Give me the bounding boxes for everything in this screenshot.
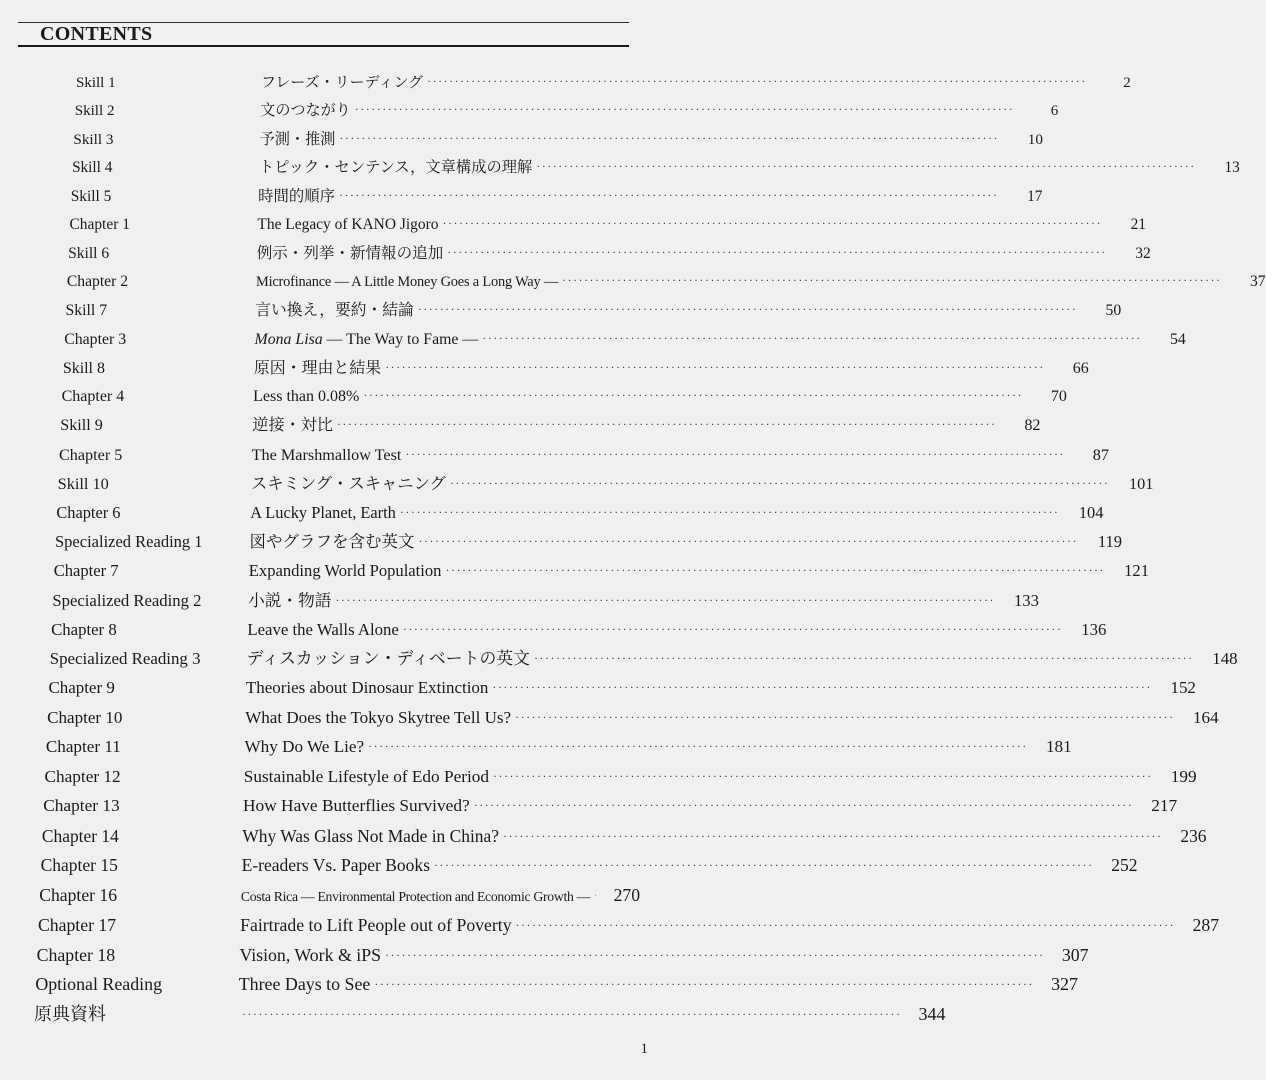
toc-row <box>0 558 1149 584</box>
toc-entry-title: フレーズ・リーディング <box>261 75 424 91</box>
toc-entry-title: The Marshmallow Test <box>251 446 402 465</box>
toc-section-label: Skill 5 <box>70 187 112 205</box>
toc-entry <box>238 971 1078 999</box>
toc-page-number: 152 <box>1170 678 1196 698</box>
toc-section-label: Chapter 16 <box>39 885 118 905</box>
toc-row <box>0 646 1238 672</box>
toc-entry-title: Why Was Glass Not Made in China? <box>242 825 499 846</box>
toc-page-number: 344 <box>918 1004 946 1025</box>
toc-entry-title: 図やグラフを含む英文 <box>249 532 415 552</box>
dot-leader: ························································································································ <box>335 592 995 607</box>
toc-page-number: 10 <box>1027 130 1043 148</box>
toc-entry <box>253 384 1067 410</box>
toc-entry-title: Less than 0.08% <box>253 388 360 406</box>
toc-section-label: Specialized Reading 2 <box>52 590 202 610</box>
toc-entry-title: The Legacy of KANO Jigoro <box>257 216 439 234</box>
toc-page-number: 66 <box>1072 359 1089 377</box>
dot-leader: ························································································································ <box>402 621 1063 636</box>
toc-section-label: Skill 10 <box>57 474 109 494</box>
dot-leader: ························································································································ <box>536 159 1196 174</box>
toc-entry <box>243 764 1197 791</box>
dot-leader: ························································································································ <box>447 244 1107 259</box>
toc-row <box>0 793 1178 819</box>
toc-section-label: Chapter 7 <box>53 561 119 581</box>
toc-section-label: Chapter 6 <box>56 503 121 523</box>
toc-row <box>0 184 1043 210</box>
toc-entry-title: 時間的順序 <box>258 187 335 205</box>
toc-entry-title: Vision, Work & iPS <box>239 944 381 965</box>
toc-page-number: 119 <box>1097 532 1123 552</box>
dot-leader: ························································································································ <box>354 102 1015 117</box>
toc-section-label: Chapter 1 <box>69 216 130 234</box>
toc-page-number: 13 <box>1224 159 1240 177</box>
toc-section-label: Chapter 18 <box>36 944 116 965</box>
dot-leader: ························································································································ <box>242 1007 902 1022</box>
toc-page-number: 133 <box>1013 590 1039 610</box>
toc-section-label: Optional Reading <box>35 974 163 995</box>
dot-leader: ························································································································ <box>339 130 999 145</box>
toc-entry-title: How Have Butterflies Survived? <box>243 796 470 816</box>
toc-entry-title: スキミング・スキャニング <box>250 474 446 494</box>
toc-entry <box>248 558 1149 585</box>
toc-row <box>0 764 1197 790</box>
toc-entry <box>259 127 1043 153</box>
toc-entry-title: Why Do We Lie? <box>244 737 365 757</box>
dot-leader: ························································································································ <box>562 273 1222 288</box>
toc-row <box>0 823 1207 849</box>
toc-page-number: 101 <box>1128 474 1154 494</box>
toc-page-number: 82 <box>1024 417 1041 435</box>
toc-page-number: 54 <box>1169 330 1186 348</box>
toc-entry-title: 原因・理由と結果 <box>253 359 382 377</box>
toc-section-label: Chapter 8 <box>51 619 117 639</box>
dot-leader: ························································································································ <box>374 977 1034 992</box>
toc-section-label: Chapter 10 <box>47 707 123 727</box>
dot-leader: ························································································································ <box>368 739 1028 754</box>
toc-section-label: Chapter 5 <box>58 446 123 465</box>
toc-row <box>0 942 1089 968</box>
toc-row <box>0 852 1138 878</box>
toc-entry <box>241 882 640 910</box>
toc-row <box>0 734 1072 760</box>
toc-entry-title: 言い換え，要約・結論 <box>255 302 414 319</box>
toc-entry <box>251 442 1109 469</box>
toc-section-label: Skill 4 <box>72 159 113 177</box>
toc-entry-title: Mona Lisa — The Way to Fame — <box>254 330 479 348</box>
toc-row <box>0 705 1219 731</box>
toc-row <box>0 155 1240 181</box>
toc-row <box>0 442 1109 468</box>
dot-leader: ························································································································ <box>338 187 999 202</box>
toc-section-label: Specialized Reading 3 <box>49 649 201 668</box>
toc-row <box>0 617 1107 643</box>
dot-leader: ························································································································ <box>405 447 1065 462</box>
toc-entry <box>249 529 1123 556</box>
dot-leader: ························································································································ <box>417 302 1078 316</box>
page-number: 1 <box>640 1041 648 1057</box>
toc-entry <box>250 500 1104 527</box>
toc-entry <box>257 212 1147 238</box>
toc-page-number: 2 <box>1123 75 1131 91</box>
toc-row <box>0 98 1059 124</box>
toc-entry-title: Sustainable Lifestyle of Edo Period <box>243 766 490 786</box>
toc-page-number: 21 <box>1130 216 1147 234</box>
toc-entry <box>242 823 1207 851</box>
dot-leader: ························································································································ <box>534 651 1194 665</box>
toc-row <box>0 1001 946 1027</box>
toc-entry-title: A Lucky Planet, Earth <box>250 503 396 523</box>
toc-section-label: Chapter 11 <box>45 737 121 757</box>
toc-page-number: 148 <box>1212 649 1238 668</box>
dot-leader: ························································································································ <box>502 828 1163 843</box>
dot-leader: ························································································································ <box>449 476 1110 491</box>
toc-section-label: Chapter 3 <box>64 330 127 348</box>
toc-page-number: 136 <box>1081 619 1107 639</box>
dot-leader: ························································································································ <box>336 417 997 432</box>
dot-leader: ························································································································ <box>385 359 1045 374</box>
toc-section-label: Chapter 17 <box>37 914 117 935</box>
toc-section-label: Skill 3 <box>73 130 114 148</box>
toc-row <box>0 384 1067 410</box>
toc-entry-title: Leave the Walls Alone <box>247 619 399 639</box>
toc-entry <box>258 184 1043 210</box>
toc-row <box>0 912 1220 938</box>
toc-page-number: 252 <box>1111 855 1138 876</box>
toc-row <box>0 212 1147 238</box>
toc-page-number: 104 <box>1078 503 1104 523</box>
toc-entry <box>241 852 1138 880</box>
dot-leader: ························································································································ <box>493 768 1153 783</box>
toc-entry-title: Three Days to See <box>238 974 371 995</box>
dot-leader: ························································································································ <box>445 563 1105 578</box>
toc-section-label: Chapter 15 <box>40 855 118 876</box>
dot-leader: ························································································································ <box>434 858 1094 873</box>
toc-row <box>0 127 1043 153</box>
toc-page-number: 17 <box>1027 187 1043 205</box>
dot-leader: ························································································································ <box>515 709 1175 724</box>
toc-entry-title: 文のつながり <box>260 103 351 120</box>
toc-entry <box>252 413 1041 439</box>
toc-entry <box>256 241 1151 267</box>
toc-row <box>0 356 1089 382</box>
toc-page-number: 121 <box>1124 561 1149 581</box>
toc-row <box>0 529 1123 555</box>
toc-page-number: 32 <box>1135 244 1151 262</box>
toc-entry <box>248 588 1039 615</box>
toc-entry-title: What Does the Tokyo Skytree Tell Us? <box>245 707 512 727</box>
toc-entry <box>254 327 1186 353</box>
toc-entry-title: 予測・推測 <box>259 130 336 148</box>
dot-leader: ························································································································ <box>418 534 1079 549</box>
toc-row <box>0 471 1154 497</box>
dot-leader: ························································································································ <box>363 388 1023 403</box>
toc-entry <box>255 298 1122 324</box>
toc-entry <box>239 942 1089 970</box>
toc-page-number: 327 <box>1051 974 1078 995</box>
toc-entry <box>245 675 1196 702</box>
toc-section-label: Chapter 4 <box>61 388 125 406</box>
toc-section-label: Skill 6 <box>68 244 110 262</box>
toc-entry-title: Microfinance — A Little Money Goes a Long Way — <box>255 274 559 291</box>
toc-page-number: 287 <box>1192 914 1220 935</box>
dot-leader <box>594 882 596 908</box>
toc-entry <box>244 734 1072 761</box>
toc-page-number: 164 <box>1193 707 1219 727</box>
toc-row <box>0 413 1041 439</box>
toc-entry <box>245 705 1219 732</box>
toc-entry-title: Fairtrade to Lift People out of Poverty <box>240 914 512 935</box>
toc-entry-title: トピック・センテンス，文章構成の理解 <box>258 159 533 177</box>
toc-entry-title: 逆接・対比 <box>252 417 333 435</box>
toc-entry <box>247 617 1107 644</box>
toc-page-number: 37 <box>1249 273 1266 291</box>
toc-page-number: 70 <box>1050 388 1067 406</box>
dot-leader: ························································································································ <box>492 680 1152 695</box>
toc-row <box>0 327 1186 353</box>
toc-page-number: 236 <box>1180 825 1207 846</box>
toc-section-label: Chapter 13 <box>43 796 120 816</box>
toc-row <box>0 500 1104 526</box>
toc-section-label: Specialized Reading 1 <box>55 532 203 552</box>
toc-entry-title: ディスカッション・ディベートの英文 <box>246 649 531 668</box>
toc-page-number: 181 <box>1045 737 1072 757</box>
toc-entry-title: Costa Rica — Environmental Protection and Economic Growth — <box>240 889 591 904</box>
toc-entry <box>261 70 1131 96</box>
toc-page-number: 199 <box>1170 766 1197 786</box>
page-title: CONTENTS <box>40 23 153 45</box>
toc-section-label: Skill 1 <box>76 75 116 91</box>
toc-row <box>0 70 1131 96</box>
toc-entry <box>246 646 1238 673</box>
toc-row <box>0 971 1078 997</box>
toc-section-label: Skill 8 <box>62 359 105 377</box>
toc-entry <box>250 471 1154 498</box>
toc-section-label: Skill 7 <box>65 302 108 319</box>
toc-page-number: 307 <box>1061 944 1089 965</box>
toc-entry-title: 例示・列挙・新情報の追加 <box>256 244 444 262</box>
toc-entry <box>260 98 1059 124</box>
toc-page-number: 50 <box>1105 302 1122 319</box>
toc-section-label: Skill 2 <box>74 103 115 120</box>
toc-entry <box>253 356 1089 382</box>
toc-row <box>0 298 1122 324</box>
dot-leader: ························································································································ <box>399 505 1060 520</box>
dot-leader: ························································································································ <box>442 216 1103 231</box>
toc-page-number: 270 <box>613 885 640 905</box>
dot-leader: ························································································································ <box>473 798 1134 813</box>
toc-entry-title: Expanding World Population <box>248 561 442 581</box>
dot-leader: ························································································································ <box>427 74 1087 88</box>
dot-leader: ························································································································ <box>515 917 1176 932</box>
toc-entry <box>258 155 1240 181</box>
toc-entry <box>243 793 1178 820</box>
toc-section-label: Chapter 12 <box>44 766 121 786</box>
toc-section-label: Skill 9 <box>60 417 103 435</box>
toc-row <box>0 675 1196 701</box>
toc-section-label: Chapter 2 <box>66 273 129 291</box>
toc-page-number: 6 <box>1050 103 1059 120</box>
toc-row <box>0 269 1266 295</box>
toc-entry <box>255 269 1266 295</box>
toc-row <box>0 241 1151 267</box>
toc-section-label: 原典資料 <box>34 1004 106 1025</box>
toc-section-label: Chapter 14 <box>41 825 119 846</box>
toc-page-number: 217 <box>1151 796 1178 816</box>
toc-entry-title: E-readers Vs. Paper Books <box>241 855 431 876</box>
toc-row <box>0 588 1039 614</box>
dot-leader: ························································································································ <box>482 330 1142 345</box>
toc-section-label: Chapter 9 <box>48 678 115 698</box>
toc-page-number: 87 <box>1092 446 1109 465</box>
toc-entry-title: Theories about Dinosaur Extinction <box>245 678 489 698</box>
dot-leader: ························································································································ <box>385 947 1045 962</box>
toc-entry <box>238 1001 946 1029</box>
toc-entry-title: 小説・物語 <box>248 590 332 610</box>
toc-entry <box>240 912 1220 940</box>
toc-row <box>0 882 674 908</box>
